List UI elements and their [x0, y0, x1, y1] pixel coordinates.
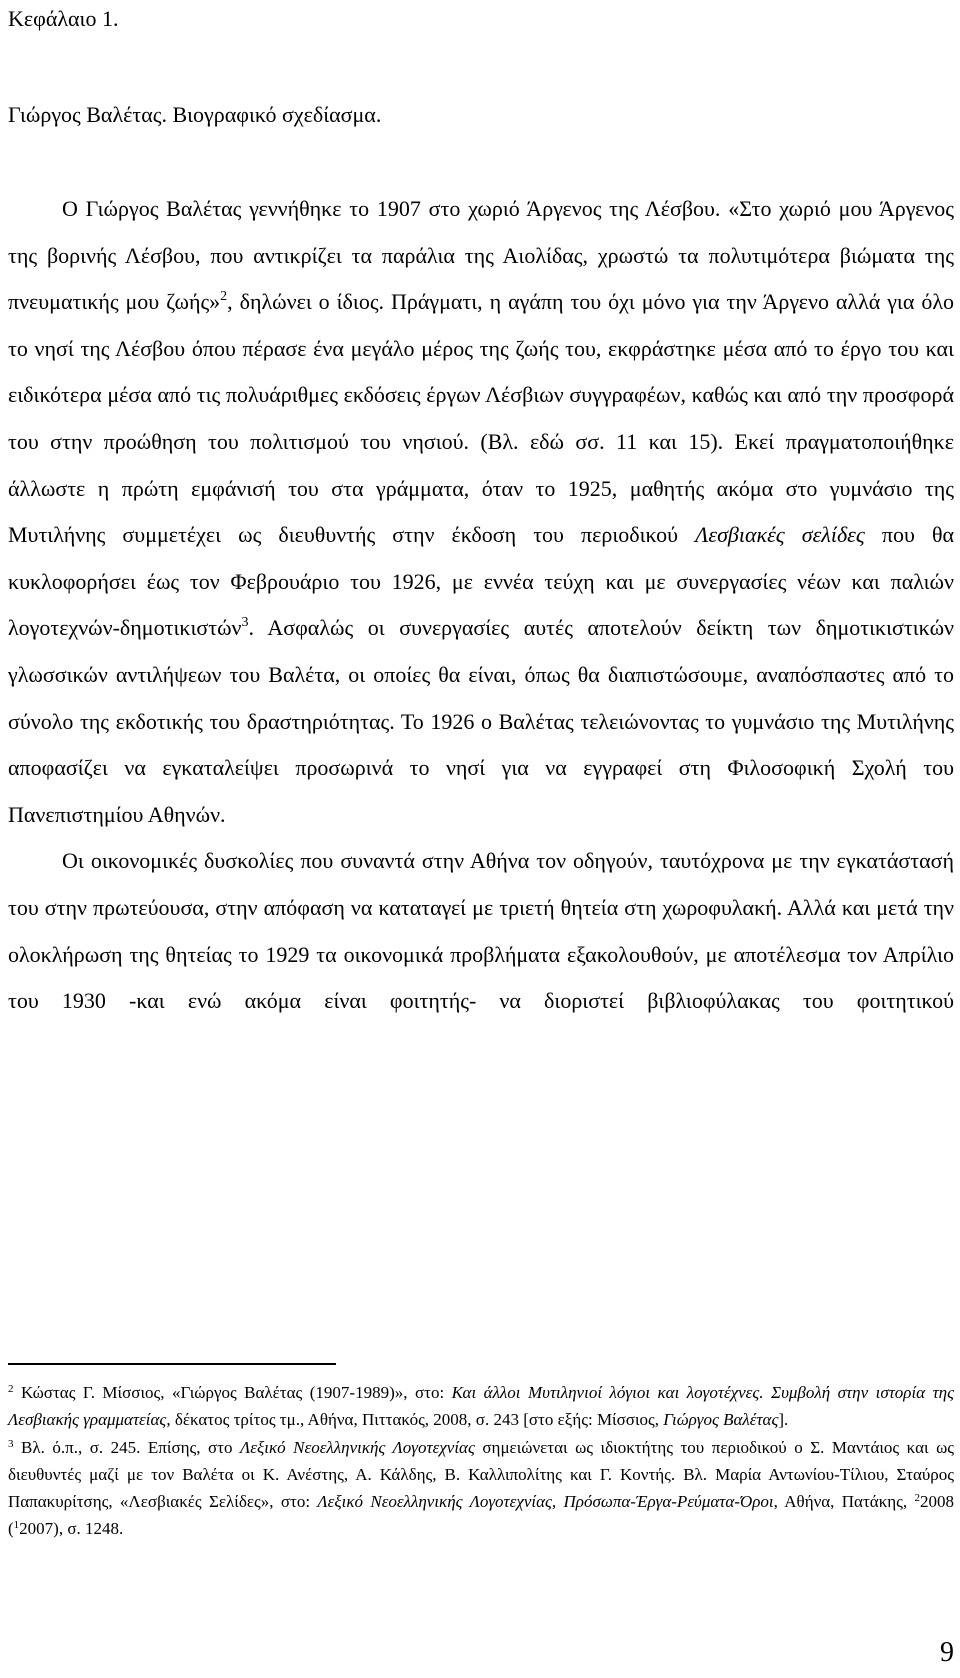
footnote-3-edition-1: 1 [13, 1519, 20, 1532]
journal-title: Λεσβιακές σελίδες [695, 522, 865, 548]
paragraph-1-text-b: , δηλώνει ο ίδιος. Πράγματι, η αγάπη του όχι μόνο για την Άργενο αλλά για όλο το νησί της Λέσβου όπου πέρασε ένα μεγάλο μέρος της ζωής του, εκφράστηκε μέσα από το έργο του και ειδικότερα μέσα από τις πολυάριθμες εκδόσεις έργων Λέσβιων συγγραφέων, καθώς και από την προσφορά του στην προώθηση του πολιτισμού του νησιού. (Βλ. εδώ σσ. 11 και 15). Εκεί πραγματοποιήθηκε άλλωστε η πρώτη εμφάνισή του στα γράμματα, όταν το 1925, μαθητής ακόμα στο γυμνάσιο της Μυτιλήνης συμμετέχει ως διευθυντής στην έκδοση του περιοδικού [8, 289, 954, 548]
footnote-3-lexicon-title: Λεξικό Νεοελληνικής Λογοτεχνίας [240, 1437, 475, 1457]
footnote-3-text-c: σημειώνεται ως ιδιοκτήτης του περιοδικού ο Σ. Μαντάιος και ως διευθυντές μαζί με τον Βαλέτα οι Κ. Ανέστης, Α. Κάλδης, Β. Καλλιπολίτης και Γ. Κοντής. Βλ. Μαρία Αντωνίου-Τίλιου, Σταύρος Παπακυρίτσης, «Λεσβιακές Σελίδες», στο: [8, 1437, 955, 1512]
footnote-3-number: 3 [8, 1437, 14, 1450]
footnote-2-short-title: Γιώργος Βαλέτας [663, 1410, 779, 1430]
footnote-2-book-title: Και άλλοι Μυτιληνιοί λόγιοι και λογοτέχνες. Συμβολή στην ιστορία της Λεσβιακής γραμματείας [8, 1383, 954, 1430]
footnote-3-lexicon-full-title: Λεξικό Νεοελληνικής Λογοτεχνίας, Πρόσωπα-Έργα-Ρεύματα-Όροι [317, 1492, 774, 1512]
footnote-ref-3: 3 [241, 615, 249, 631]
chapter-heading: Κεφάλαιο 1. [8, 6, 119, 31]
footnote-3-edition-2: 2 [914, 1492, 920, 1505]
footnote-3-text-e: , Αθήνα, Πατάκης, [773, 1492, 915, 1512]
footnote-3 [8, 1434, 954, 1543]
paragraph-1-text-c: που θα κυκλοφορήσει έως τον Φεβρουάριο του 1926, με εννέα τεύχη και με συνεργασίες νέων και παλιών λογοτεχνών-δημοτικιστών [8, 522, 955, 641]
footnote-3-text-a: Βλ. ό.π., σ. 245. Επίσης, στο [13, 1437, 241, 1457]
body-text [8, 186, 954, 1025]
footnote-2-number: 2 [8, 1383, 14, 1395]
footnote-ref-2: 2 [220, 289, 228, 305]
paragraph-1-text-a: Ο Γιώργος Βαλέτας γεννήθηκε το 1907 στο χωριό Άργενος της Λέσβου. «Στο χωριό μου Άργενος της βορινής Λέσβου, που αντικρίζει τα παράλια της Αιολίδας, χρωστώ τα πολυτιμότερα βιώματα της πνευματικής μου ζωής» [8, 196, 954, 315]
footnotes [8, 1379, 954, 1543]
footnote-2 [8, 1379, 954, 1434]
page-number: 9 [940, 1637, 954, 1668]
footnote-3-text-f: 2008 ( [8, 1492, 954, 1539]
footnote-3-text-g: 2007), σ. 1248. [19, 1519, 124, 1539]
footnote-2-text-a: Κώστας Γ. Μίσσιος, «Γιώργος Βαλέτας (1907-1989)», στο: [13, 1383, 452, 1402]
paragraph-1-text-d: . Ασφαλώς οι συνεργασίες αυτές αποτελούν δείκτη των δημοτικιστικών γλωσσικών αντιλήψεων του Βαλέτα, οι οποίες θα είναι, όπως θα διαπιστώσουμε, αναπόσπαστες από το σύνολο της εκδοτικής του δραστηριότητας. Το 1926 ο Βαλέτας τελειώνοντας το γυμνάσιο της Μυτιλήνης αποφασίζει να εγκαταλείψει προσωρινά το νησί για να εγγραφεί στη Φιλοσοφική Σχολή του Πανεπιστημίου Αθηνών. [8, 615, 954, 827]
footnote-2-text-c: , δέκατος τρίτος τμ., Αθήνα, Πιττακός, 2008, σ. 243 [στο εξής: Μίσσιος, [166, 1410, 664, 1430]
paragraph-2: Οι οικονομικές δυσκολίες που συναντά στην Αθήνα τον οδηγούν, ταυτόχρονα με την εγκατάστασή του στην πρωτεύουσα, στην απόφαση να καταταγεί με τριετή θητεία στη χωροφυλακή. Αλλά και μετά την ολοκλήρωση της θητείας το 1929 τα οικονομικά προβλήματα εξακολουθούν, με αποτέλεσμα τον Απρίλιο του 1930 -και ενώ ακόμα είναι φοιτητής- να διοριστεί βιβλιοφύλακας του φοιτητικού [8, 848, 954, 1014]
footnote-2-text-e: ]. [778, 1410, 789, 1430]
section-title: Γιώργος Βαλέτας. Βιογραφικό σχεδίασμα. [8, 102, 382, 127]
footnote-separator [8, 1363, 336, 1365]
paragraph-1 [8, 186, 954, 838]
